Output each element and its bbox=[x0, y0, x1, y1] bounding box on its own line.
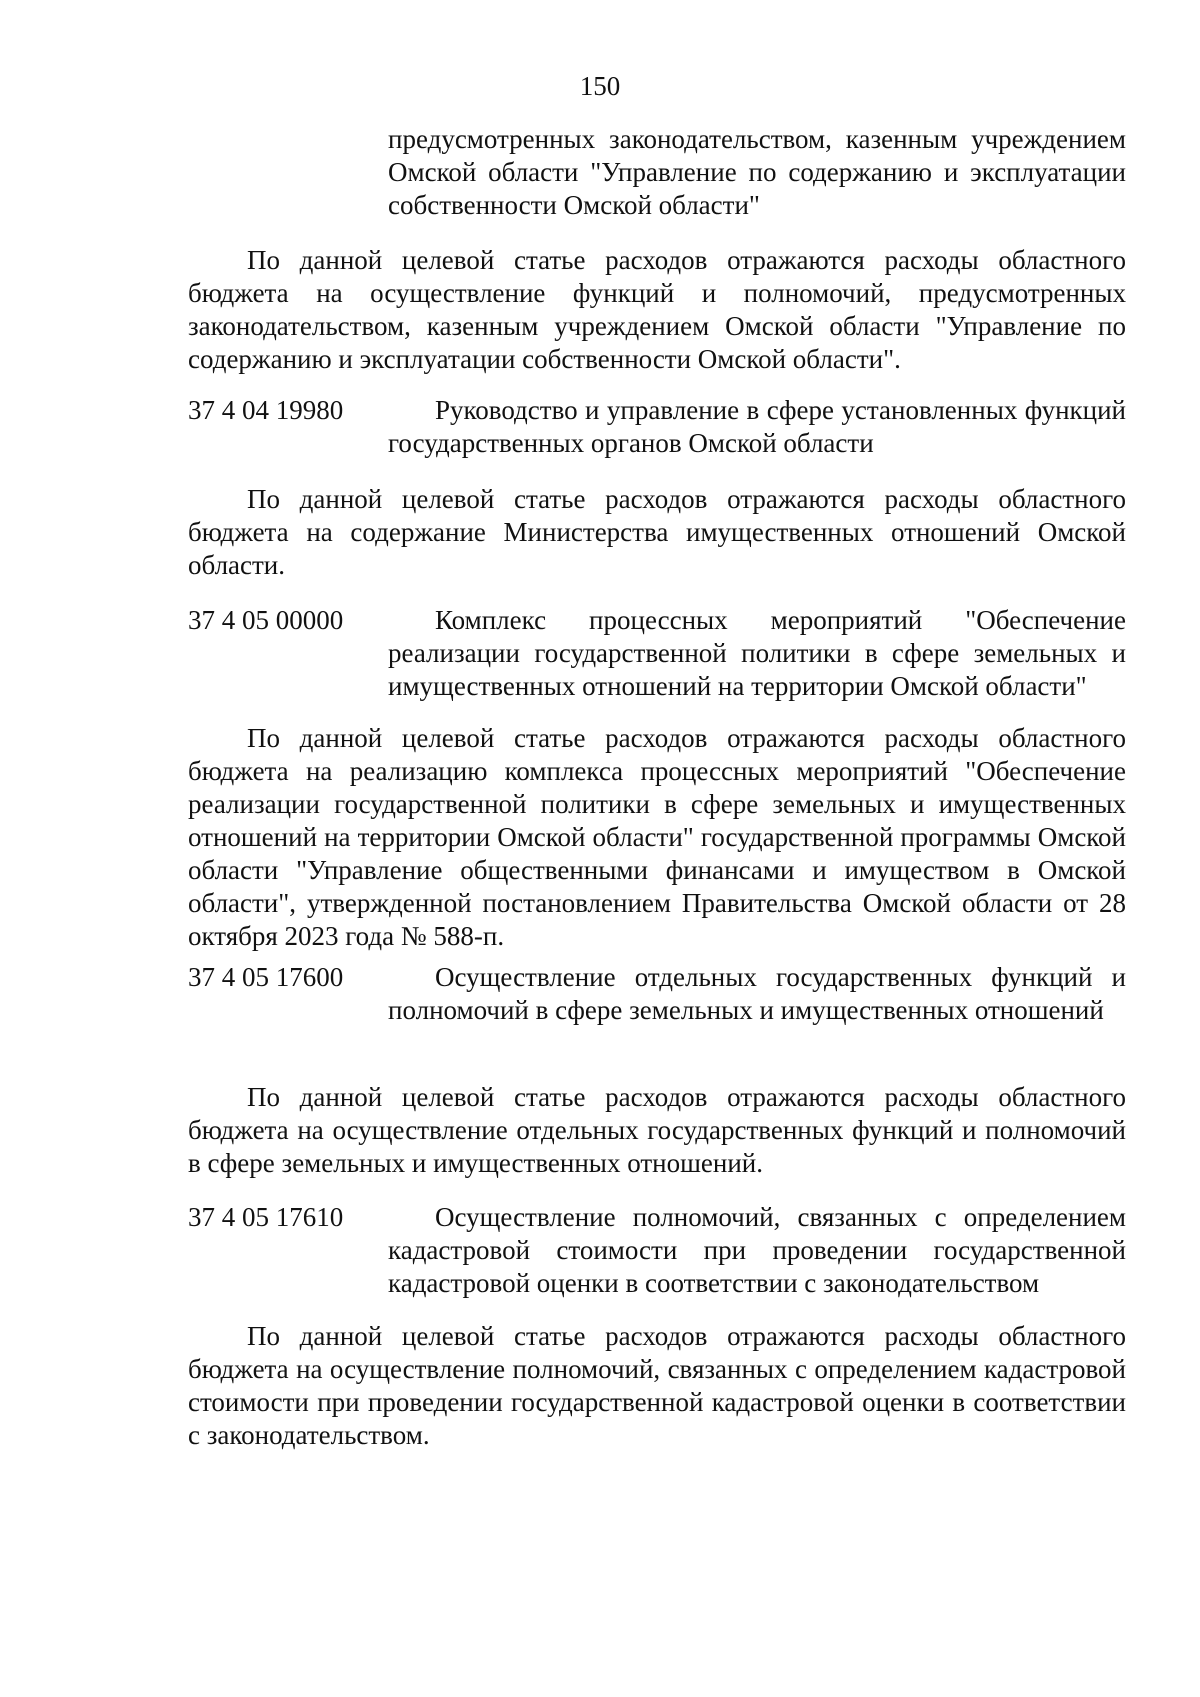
budget-code: 37 4 05 17600 bbox=[188, 962, 344, 992]
description-paragraph bbox=[188, 483, 1126, 582]
page-number: 150 bbox=[579, 71, 621, 101]
budget-title: Осуществление полномочий, связанных с определением кадастровой стоимости при проведении государственной кадастровой оценки в соответствии с законодательством bbox=[388, 1202, 1126, 1298]
description-text: По данной целевой статье расходов отражаются расходы областного бюджета на содержание Министерства имущественных отношений Омской области. bbox=[188, 484, 1126, 580]
description-paragraph bbox=[188, 722, 1126, 953]
description-paragraph bbox=[188, 1320, 1126, 1452]
description-text: По данной целевой статье расходов отражаются расходы областного бюджета на осуществление отдельных государственных функций и полномочий в сфере земельных и имущественных отношений. bbox=[188, 1082, 1126, 1178]
description-text: По данной целевой статье расходов отражаются расходы областного бюджета на осуществление функций и полномочий, предусмотренных законодательством, казенным учреждением Омской области "Управление по содержанию и эксплуатации собственности Омской области". bbox=[188, 245, 1126, 374]
description-text: По данной целевой статье расходов отражаются расходы областного бюджета на осуществление полномочий, связанных с определением кадастровой стоимости при проведении государственной кадастровой оценки в соответствии с законодательством. bbox=[188, 1321, 1126, 1450]
continuation-title: предусмотренных законодательством, казенным учреждением Омской области "Управление по содержанию и эксплуатации собственности Омской области" bbox=[388, 124, 1126, 220]
description-paragraph bbox=[188, 244, 1126, 376]
budget-code: 37 4 05 00000 bbox=[188, 605, 344, 635]
budget-code: 37 4 04 19980 bbox=[188, 395, 344, 425]
description-text: По данной целевой статье расходов отражаются расходы областного бюджета на реализацию комплекса процессных мероприятий "Обеспечение реализации государственной политики в сфере земельных и имущественных отношений на территории Омской области" государственной программы Омской области "Управление общественными финансами и имуществом в Омской области", утвержденной постановлением Правительства Омской области от 28 октября 2023 года № 588-п. bbox=[188, 723, 1126, 951]
budget-title: Осуществление отдельных государственных функций и полномочий в сфере земельных и имущественных отношений bbox=[388, 962, 1126, 1025]
budget-title: Руководство и управление в сфере установленных функций государственных органов Омской области bbox=[388, 395, 1126, 458]
budget-code: 37 4 05 17610 bbox=[188, 1202, 344, 1232]
description-paragraph bbox=[188, 1081, 1126, 1180]
budget-title: Комплекс процессных мероприятий "Обеспечение реализации государственной политики в сфере земельных и имущественных отношений на территории Омской области" bbox=[388, 605, 1126, 701]
